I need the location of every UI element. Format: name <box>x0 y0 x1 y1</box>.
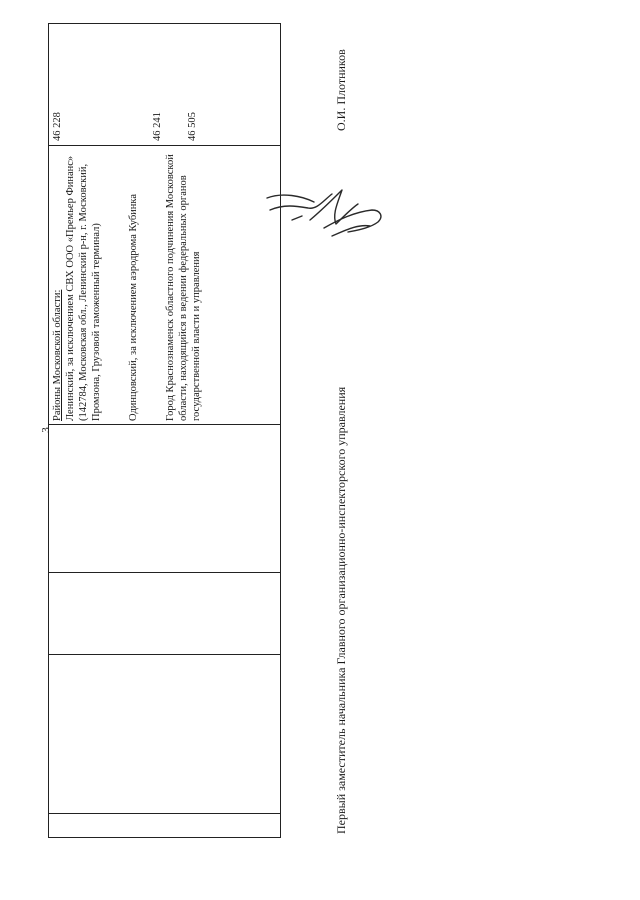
okato-code: 46 241 <box>152 112 163 141</box>
territory-block <box>49 146 105 424</box>
okato-code-cell <box>49 24 281 146</box>
table-cell-empty <box>49 573 281 655</box>
page-number: 3 <box>40 427 52 433</box>
territory-cell <box>49 146 281 425</box>
table-row <box>49 24 281 838</box>
territory-text: Город Краснознаменск областного подчинения Московской области, находящийся в ведении федеральных органов государственной власти и управления <box>165 154 202 421</box>
customs-jurisdiction-table <box>48 23 281 838</box>
table-wrapper <box>48 30 281 838</box>
territory-text: Ленинский, за исключением СВХ ООО «Премьер Финанс» (142784, Московская обл., Ленинский р-н, г. Московский, Промзона, Грузовой таможенный терминал) <box>65 155 102 421</box>
regions-heading: Районы Московской области: <box>52 289 63 421</box>
territory-block <box>162 146 205 424</box>
table-frame <box>48 30 281 838</box>
okato-code: 46 505 <box>187 112 198 141</box>
signatory-name: О.И. Плотников <box>334 49 348 131</box>
territory-block <box>125 146 142 424</box>
table-cell-empty <box>49 425 281 573</box>
table-cell-empty <box>49 655 281 814</box>
okato-code: 46 228 <box>52 112 63 141</box>
signatory-title: Первый заместитель начальника Главного организационно-инспекторского управления <box>334 386 348 834</box>
table-cell-empty <box>49 814 281 838</box>
territory-text: Одинцовский, за исключением аэродрома Кубинка <box>128 193 139 421</box>
signature-image <box>262 180 387 245</box>
